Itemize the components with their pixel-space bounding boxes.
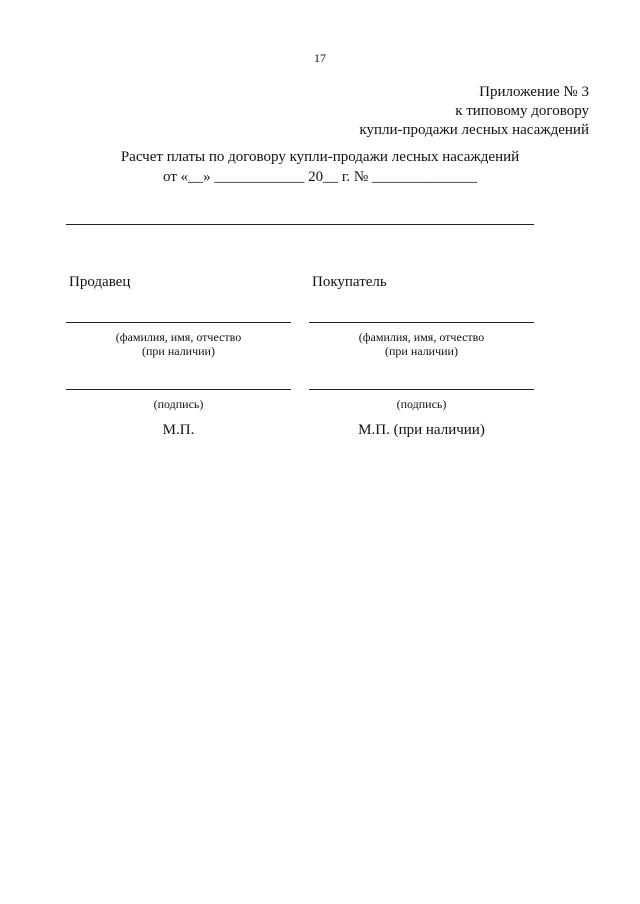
seller-name-caption-line-2: (при наличии) [142,344,215,358]
buyer-name-line [309,322,534,323]
seller-name-caption [66,330,291,358]
buyer-name-caption [309,330,534,358]
buyer-name-caption-line-1: (фамилия, имя, отчество [358,330,485,344]
appendix-line-3: купли-продажи лесных насаждений [359,122,589,138]
buyer-signature-caption: (подпись) [396,397,447,411]
seller-label: Продавец [69,274,131,290]
appendix-line-2: к типовому договору [455,103,589,119]
page-number: 17 [314,51,326,65]
content-divider-line [66,224,534,225]
buyer-stamp: М.П. (при наличии) [358,422,485,438]
title-line-1: Расчет платы по договору купли-продажи лесных насаждений [120,149,520,165]
seller-stamp: М.П. [162,422,195,438]
buyer-label: Покупатель [312,274,387,290]
document-title [0,147,640,187]
seller-signature-caption: (подпись) [153,397,204,411]
seller-name-caption-line-1: (фамилия, имя, отчество [115,330,242,344]
seller-name-line [66,322,291,323]
buyer-name-caption-line-2: (при наличии) [385,344,458,358]
seller-signature-line [66,389,291,390]
title-line-2: от «__» ____________ 20__ г. № ______________ [163,169,477,185]
appendix-line-1: Приложение № 3 [479,84,589,100]
appendix-header [359,83,589,140]
buyer-signature-line [309,389,534,390]
